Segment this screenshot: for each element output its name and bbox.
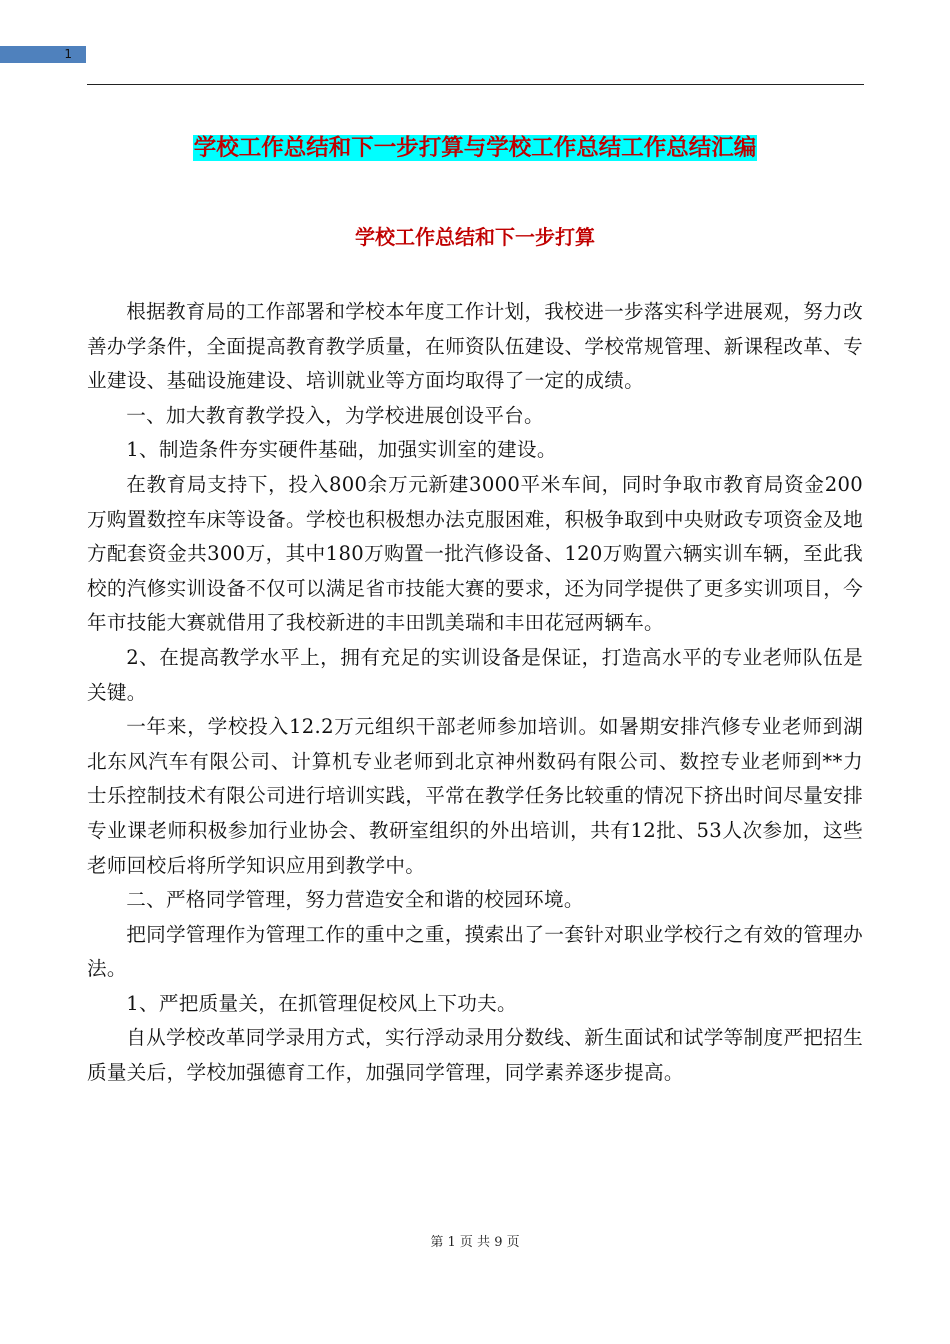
document-body [87,295,863,1091]
body-paragraph: 把同学管理作为管理工作的重中之重，摸索出了一套针对职业学校行之有效的管理办法。 [87,922,863,981]
section-title: 学校工作总结和下一步打算 [355,225,595,249]
header-rule [87,84,864,85]
body-heading-1: 一、加大教育教学投入，为学校进展创设平台。 [126,403,544,427]
document-title [0,130,950,166]
document-title-text: 学校工作总结和下一步打算与学校工作总结工作总结汇编 [193,135,757,161]
page-footer: 第 1 页 共 9 页 [430,1235,520,1250]
body-paragraph: 一年来，学校投入12.2万元组织干部老师参加培训。如暑期安排汽修专业老师到湖北东风汽车有限公司、计算机专业老师到北京神州数码有限公司、数控专业老师到**力士乐控制技术有限公司进行培训实践，平常在教学任务比较重的情况下挤出时间尽量安排专业课老师积极参加行业协会、教研室组织的外出培训，共有12批、53人次参加，这些老师回校后将所学知识应用到教学中。 [87,715,863,877]
body-paragraph: 根据教育局的工作部署和学校本年度工作计划，我校进一步落实科学进展观，努力改善办学条件，全面提高教育教学质量，在师资队伍建设、学校常规管理、新课程改革、专业建设、基础设施建设、培训就业等方面均取得了一定的成绩。 [87,300,863,393]
header-page-tab [0,46,86,63]
body-paragraph: 自从学校改革同学录用方式，实行浮动录用分数线、新生面试和试学等制度严把招生质量关后，学校加强德育工作，加强同学管理，同学素养逐步提高。 [87,1026,863,1085]
body-subheading-2-1: 1、严把质量关，在抓管理促校风上下功夫。 [126,991,517,1015]
body-subheading-1-1: 1、制造条件夯实硬件基础，加强实训室的建设。 [126,438,557,462]
body-subheading-1-2: 2、在提高教学水平上，拥有充足的实训设备是保证，打造高水平的专业老师队伍是关键。 [87,645,863,704]
body-paragraph: 在教育局支持下，投入800余万元新建3000平米车间，同时争取市教育局资金200万购置数控车床等设备。学校也积极想办法克服困难，积极争取到中央财政专项资金及地方配套资金共300万，其中180万购置一批汽修设备、120万购置六辆实训车辆，至此我校的汽修实训设备不仅可以满足省市技能大赛的要求，还为同学提供了更多实训项目，今年市技能大赛就借用了我校新进的丰田凯美瑞和丰田花冠两辆车。 [87,472,863,635]
body-heading-2: 二、严格同学管理，努力营造安全和谐的校园环境。 [126,888,584,912]
header-page-number: 1 [64,47,72,61]
